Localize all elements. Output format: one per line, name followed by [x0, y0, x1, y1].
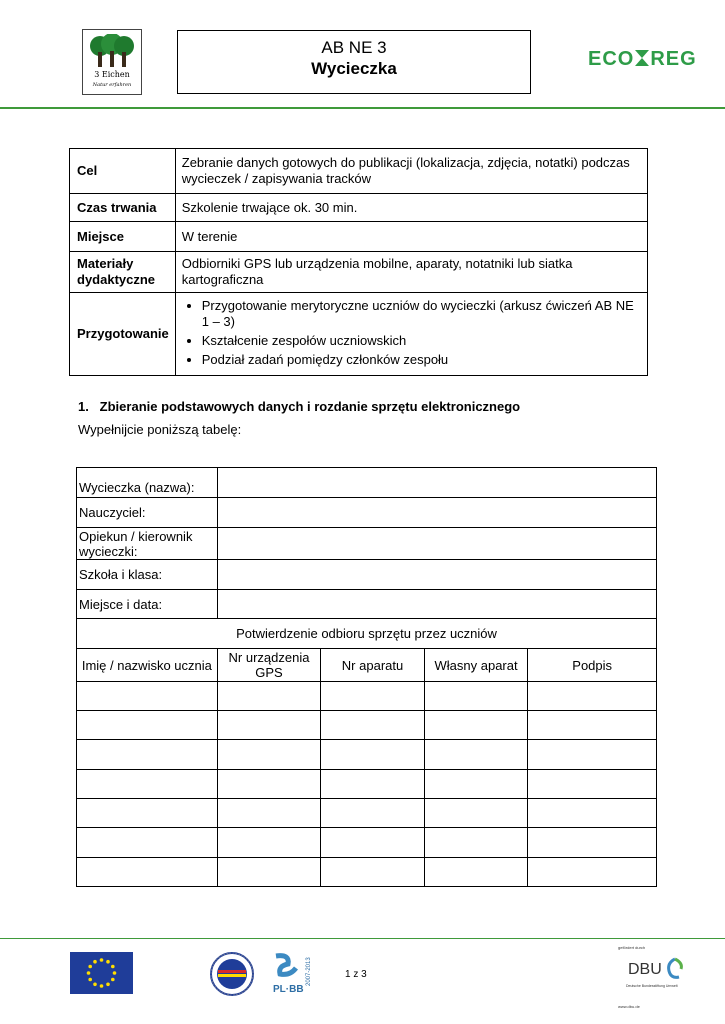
form-row	[77, 468, 657, 498]
table-row	[77, 740, 657, 770]
column-header: Nr aparatu	[321, 649, 425, 682]
three-oaks-logo	[82, 29, 142, 95]
confirmation-row	[77, 619, 657, 649]
table-row	[70, 222, 648, 252]
field-label: Nauczyciel:	[77, 498, 218, 528]
field-label: Szkoła i klasa:	[77, 560, 218, 590]
table-cell[interactable]	[77, 740, 218, 770]
table-row	[77, 858, 657, 887]
table-row	[70, 252, 648, 293]
field-label: Opiekun / kierownik wycieczki:	[77, 528, 218, 560]
logo-text-sub: Natur erfahren	[92, 82, 132, 88]
table-cell[interactable]	[321, 858, 425, 887]
table-cell[interactable]	[321, 770, 425, 799]
table-cell[interactable]	[321, 799, 425, 828]
table-cell[interactable]	[217, 682, 321, 711]
table-cell[interactable]	[528, 858, 657, 887]
row-label: Cel	[70, 149, 176, 194]
table-cell[interactable]	[217, 711, 321, 740]
list-item: • Podział zadań pomiędzy członków zespołu	[202, 352, 641, 368]
table-cell[interactable]	[77, 858, 218, 887]
dbu-text: DBU	[628, 961, 662, 978]
column-header: Imię / nazwisko ucznia	[77, 649, 218, 682]
section-heading: 1. Zbieranie podstawowych danych i rozdanie sprzętu elektronicznego	[78, 399, 521, 414]
table-row	[70, 293, 648, 376]
column-header: Podpis	[528, 649, 657, 682]
table-cell[interactable]	[77, 682, 218, 711]
dbu-url: www.dbu.de	[618, 1004, 640, 1009]
table-row	[77, 770, 657, 799]
table-cell[interactable]	[217, 858, 321, 887]
field-label: Miejsce i data:	[77, 590, 218, 619]
row-value: Szkolenie trwające ok. 30 min.	[175, 194, 647, 222]
trip-form-table	[76, 467, 657, 887]
document-title: Wycieczka	[311, 59, 397, 78]
table-cell[interactable]	[217, 770, 321, 799]
header-divider	[0, 107, 725, 109]
plbb-years: 2007-2013	[306, 957, 312, 986]
table-cell[interactable]	[528, 828, 657, 858]
table-row	[70, 194, 648, 222]
table-cell[interactable]	[77, 828, 218, 858]
table-cell[interactable]	[217, 828, 321, 858]
place-date-field[interactable]	[217, 590, 656, 619]
page-number: 1 z 3	[345, 969, 367, 980]
row-label: Czas trwania	[70, 194, 176, 222]
form-row	[77, 590, 657, 619]
euroregion-seal-icon	[210, 952, 254, 996]
form-row	[77, 498, 657, 528]
table-row	[70, 149, 648, 194]
trip-name-field[interactable]	[217, 468, 656, 498]
eu-flag-icon	[70, 952, 133, 994]
dbu-funded-label: gefördert durch	[618, 945, 646, 950]
preparation-list	[182, 298, 641, 368]
table-cell[interactable]	[321, 740, 425, 770]
document-code: AB NE 3	[321, 38, 387, 57]
footer-divider	[0, 938, 725, 939]
field-label: Wycieczka (nazwa):	[77, 468, 218, 498]
table-cell[interactable]	[321, 828, 425, 858]
trees-icon	[88, 34, 136, 68]
column-header-row	[77, 649, 657, 682]
lesson-info-table	[69, 148, 648, 376]
table-cell[interactable]	[77, 770, 218, 799]
column-header: Własny aparat	[424, 649, 528, 682]
table-row	[77, 711, 657, 740]
list-item: • Kształcenie zespołów uczniowskich	[202, 333, 641, 349]
table-cell[interactable]	[424, 828, 528, 858]
row-label: Miejsce	[70, 222, 176, 252]
table-cell[interactable]	[321, 682, 425, 711]
table-cell[interactable]	[424, 682, 528, 711]
row-value: W terenie	[175, 222, 647, 252]
ecoreg-logo	[588, 48, 697, 74]
hourglass-icon	[634, 49, 650, 67]
table-cell[interactable]	[528, 740, 657, 770]
row-value: Odbiorniki GPS lub urządzenia mobilne, aparaty, notatniki lub siatka kartograficzna	[175, 252, 647, 293]
form-row	[77, 560, 657, 590]
table-row	[77, 828, 657, 858]
ecoreg-logo-left-text: ECO	[588, 48, 635, 70]
row-label: Materiały dydaktyczne	[70, 252, 176, 293]
plbb-program-icon	[270, 952, 316, 996]
table-cell[interactable]	[424, 770, 528, 799]
dbu-subtitle: Deutsche Bundesstiftung Umwelt	[626, 984, 678, 988]
list-item: • Przygotowanie merytoryczne uczniów do wycieczki (arkusz ćwiczeń AB NE 1 – 3)	[202, 298, 641, 330]
table-cell[interactable]	[528, 682, 657, 711]
document-title-box	[177, 30, 531, 94]
school-class-field[interactable]	[217, 560, 656, 590]
supervisor-field[interactable]	[217, 528, 656, 560]
form-row	[77, 528, 657, 560]
table-cell[interactable]	[528, 799, 657, 828]
table-cell[interactable]	[217, 740, 321, 770]
row-value	[175, 293, 647, 376]
column-header: Nr urządzenia GPS	[217, 649, 321, 682]
confirmation-header: Potwierdzenie odbioru sprzętu przez uczniów	[77, 619, 657, 649]
ecoreg-logo-right-text: REG	[650, 48, 697, 70]
table-row	[77, 682, 657, 711]
table-cell[interactable]	[77, 799, 218, 828]
table-cell[interactable]	[424, 740, 528, 770]
table-cell[interactable]	[528, 711, 657, 740]
dbu-leaf-icon	[665, 957, 685, 981]
table-cell[interactable]	[217, 799, 321, 828]
table-cell[interactable]	[528, 770, 657, 799]
teacher-field[interactable]	[217, 498, 656, 528]
plbb-label: PL·BB	[273, 984, 304, 995]
table-cell[interactable]	[77, 711, 218, 740]
table-row	[77, 799, 657, 828]
table-cell[interactable]	[424, 799, 528, 828]
table-cell[interactable]	[424, 711, 528, 740]
table-cell[interactable]	[424, 858, 528, 887]
dbu-logo	[618, 945, 688, 1015]
logo-text-main: 3 Eichen	[94, 70, 130, 79]
row-label: Przygotowanie	[70, 293, 176, 376]
row-value: Zebranie danych gotowych do publikacji (lokalizacja, zdjęcia, notatki) podczas wycieczek / zapisywania tracków	[175, 149, 647, 194]
table-cell[interactable]	[321, 711, 425, 740]
section-instruction: Wypełnijcie poniższą tabelę:	[78, 422, 242, 437]
